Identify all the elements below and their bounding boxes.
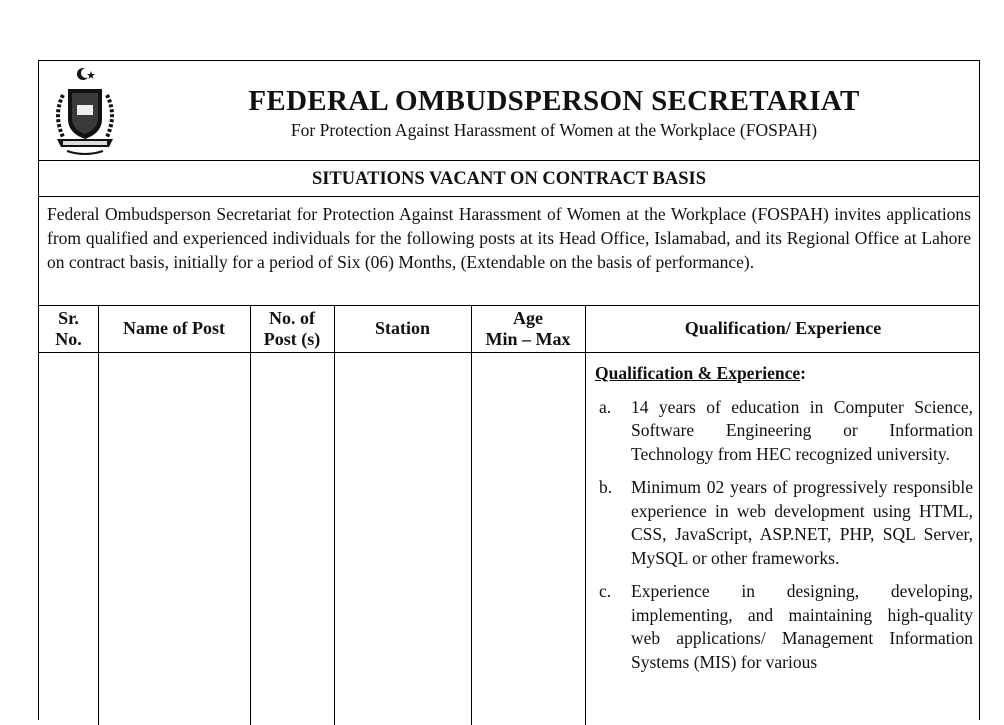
column-divider: [471, 306, 472, 725]
column-divider: [585, 306, 586, 725]
header-line: Age: [513, 307, 543, 328]
list-item: [595, 396, 973, 467]
vacancy-band-title: SITUATIONS VACANT ON CONTRACT BASIS: [39, 161, 979, 197]
advertisement-sheet: [38, 60, 980, 720]
column-divider: [334, 306, 335, 725]
qualification-heading: [595, 362, 973, 386]
list-marker: c.: [599, 581, 612, 601]
qualification-heading-colon: :: [800, 363, 806, 383]
intro-paragraph: Federal Ombudsperson Secretariat for Protection Against Harassment of Women at the Workplace (FOSPAH) invites applications from qualified and experienced individuals for the following posts at its Head Office, Islamabad, and its Regional Office at Lahore on contract basis, initially for a period of Six (06) Months, (Extendable on the basis of performance).: [47, 204, 971, 272]
column-header-name-of-post: [98, 306, 250, 351]
header-line: Name of Post: [123, 318, 225, 338]
header-line: Min – Max: [485, 328, 571, 349]
column-header-age: [471, 306, 585, 351]
header-line: No. of: [269, 307, 315, 328]
list-item: [595, 476, 973, 570]
header-line: Qualification/ Experience: [684, 318, 882, 338]
org-title: FEDERAL OMBUDSPERSON SECRETARIAT: [248, 85, 860, 117]
list-item-text: Minimum 02 years of progressively responsible experience in web development using HTML, CSS, JavaScript, ASP.NET, PHP, SQL Server, MySQL or other frameworks.: [631, 477, 973, 568]
column-header-no-of-posts: [250, 306, 334, 351]
list-item: [595, 580, 973, 674]
header-line: No.: [55, 328, 82, 349]
header: [39, 61, 979, 161]
ombudsperson-emblem-icon: [49, 65, 121, 157]
qualification-heading-text: Qualification & Experience: [595, 363, 801, 383]
column-divider: [250, 306, 251, 725]
column-header-sr-no: [39, 306, 98, 351]
list-item-text: 14 years of education in Computer Science, Software Engineering or Information Technology from HEC recognized university.: [631, 396, 973, 464]
qualification-cell: [595, 362, 973, 674]
header-line: Sr.: [58, 307, 79, 328]
posts-table: [39, 305, 979, 725]
header-line: Station: [374, 318, 430, 338]
header-line: Post (s): [263, 328, 321, 349]
column-header-qualification: [585, 306, 981, 351]
list-marker: b.: [599, 477, 613, 497]
list-marker: a.: [599, 396, 612, 417]
list-item-text: Experience in designing, developing, implementing, and maintaining high-quality web applications/ Management Information Systems (MIS) for various: [631, 581, 973, 672]
org-subtitle: For Protection Against Harassment of Women at the Workplace (FOSPAH): [290, 120, 818, 140]
column-divider: [98, 306, 99, 725]
column-header-station: [334, 306, 471, 351]
